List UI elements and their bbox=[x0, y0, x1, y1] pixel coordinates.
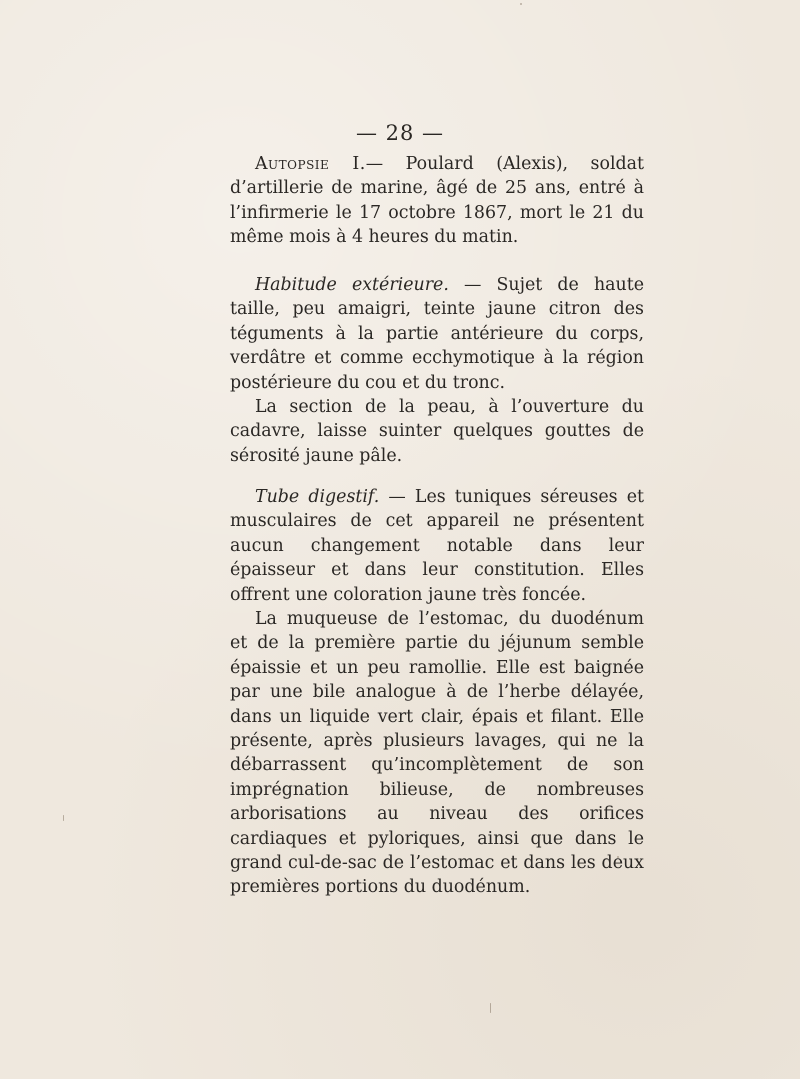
paragraph-text: La muqueuse de l’estomac, du duodénum et de la première partie du jéjunum semble épaissie et un peu ramollie. Elle est baignée par une bile analogue à de l’herbe délayée, dans un liquide vert clair, épais et filant. Elle présente, après plusieurs lavages, qui ne la débarrassent qu’incomplètement de son imprégnation bilieuse, de nombreuses arborisations au niveau des orifices cardiaques et pyloriques, ainsi que dans le grand cul-de-sac de l’estomac et dans les deux premières portions du duodénum. bbox=[230, 609, 644, 898]
heading-separator: — bbox=[365, 154, 406, 174]
page-number: — 28 — bbox=[355, 121, 445, 145]
paragraph-section-peau bbox=[230, 395, 644, 468]
paper-speck bbox=[63, 815, 64, 821]
paragraph-tube-digestif bbox=[230, 485, 644, 607]
paper-speck bbox=[617, 856, 619, 858]
paper-speck bbox=[490, 1003, 491, 1013]
paragraph-autopsie bbox=[230, 152, 644, 250]
paragraph-heading: Tube digestif. bbox=[255, 487, 380, 507]
paragraph-habitude-exterieure bbox=[230, 273, 644, 395]
paragraph-text: Poulard (Alexis), soldat d’artillerie de marine, âgé de 25 ans, entré à l’infirmerie le 17 octobre 1867, mort le 21 du même mois à 4 heures du matin. bbox=[230, 154, 644, 248]
paragraph-text: La section de la peau, à l’ouverture du cadavre, laisse suinter quelques gouttes de sérosité jaune pâle. bbox=[230, 397, 644, 466]
paper-speck bbox=[520, 3, 522, 5]
paragraph-muqueuse bbox=[230, 607, 644, 900]
paragraph-heading: Habitude extérieure. bbox=[255, 275, 449, 295]
paragraph-text: Sujet de haute taille, peu amaigri, teinte jaune citron des téguments à la partie antérieure du corps, verdâtre et comme ecchymotique à la région postérieure du cou et du tronc. bbox=[230, 275, 644, 393]
paragraph-text: Les tuniques séreuses et musculaires de cet appareil ne présentent aucun changement notable dans leur épaisseur et dans leur constitution. Elles offrent une coloration jaune très foncée. bbox=[230, 487, 644, 605]
paragraph-heading: Autopsie I. bbox=[255, 154, 366, 174]
heading-separator: — bbox=[448, 275, 497, 295]
heading-separator: — bbox=[379, 487, 415, 507]
